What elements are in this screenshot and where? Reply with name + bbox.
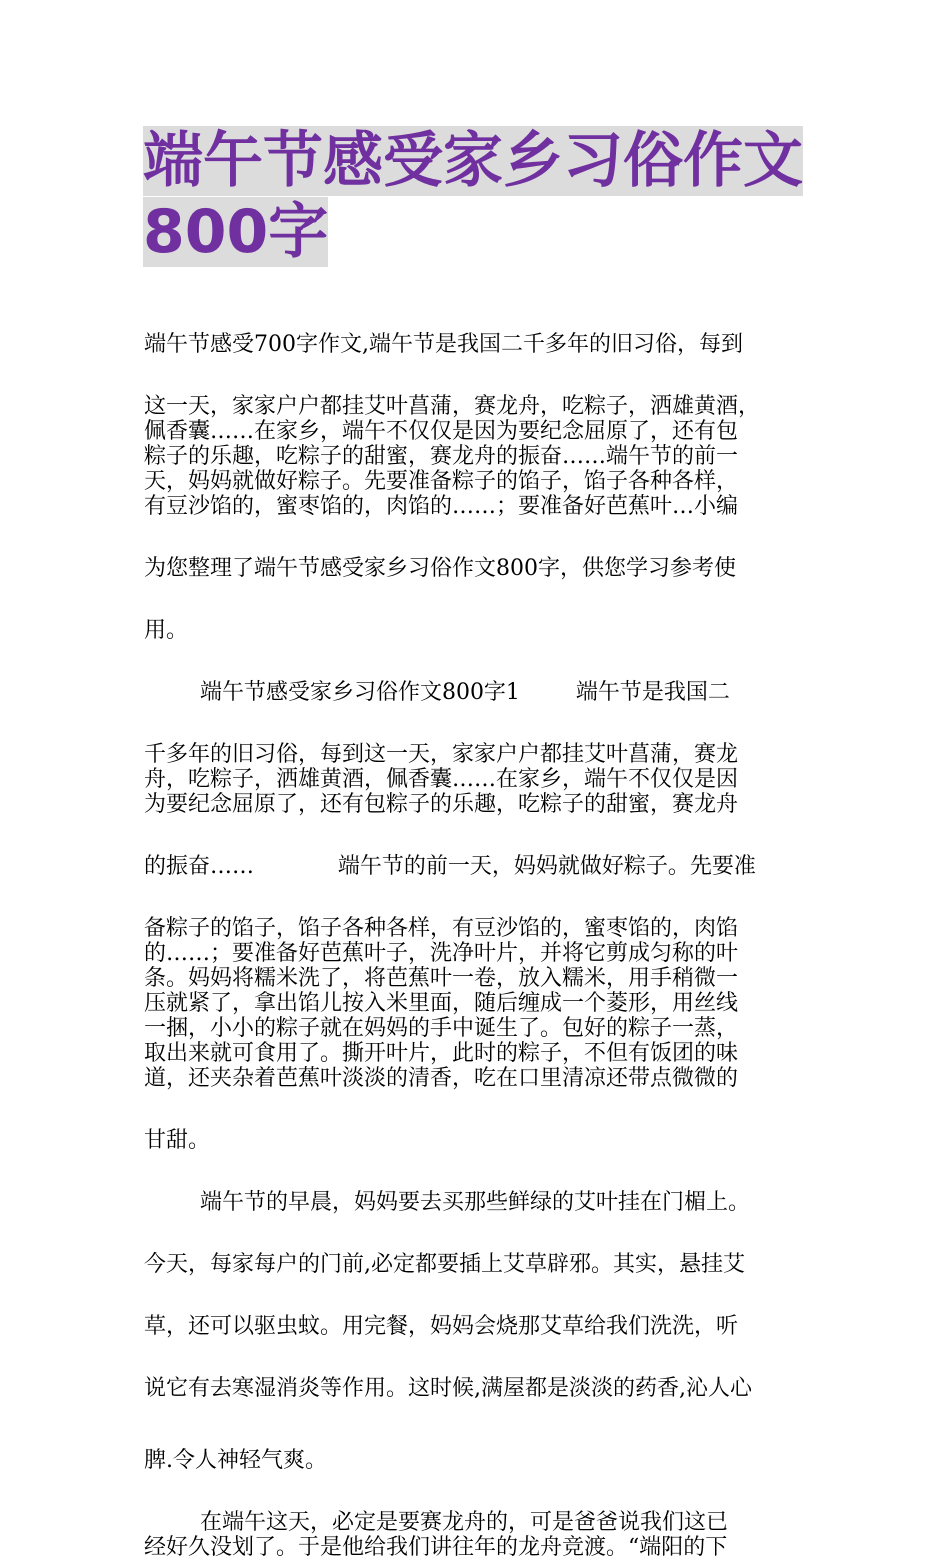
text-line: 压就紧了，拿出馅儿按入米里面，随后缠成一个菱形，用丝线 [144,991,739,1016]
text-line: 的……；要准备好芭蕉叶子，洗净叶片，并将它剪成匀称的叶 [144,941,739,966]
text-line: 一捆，小小的粽子就在妈妈的手中诞生了。包好的粽子一蒸， [144,1016,739,1041]
paragraph-dragon-boat [144,1510,810,1560]
paragraph-morning [144,1190,810,1473]
text-line: 佩香囊……在家乡，端午不仅仅是因为要纪念屈原了，还有包 [144,419,739,444]
text-line: 的振奋…… 端午节的前一天，妈妈就做好粽子。先要准 [144,854,756,879]
text-line: 条。妈妈将糯米洗了，将芭蕉叶一卷，放入糯米，用手稍微一 [144,966,739,991]
text-line: 取出来就可食用了。撕开叶片，此时的粽子，不但有饭团的味 [144,1041,739,1066]
text-line: 千多年的旧习俗，每到这一天，家家户户都挂艾叶菖蒲，赛龙 [144,742,739,767]
document-title-text: 端午节感受家乡习俗作文800字 [143,126,803,267]
document-body [144,332,810,1560]
text-line: 备粽子的馅子，馅子各种各样，有豆沙馅的，蜜枣馅的，肉馅 [144,916,739,941]
paragraph-essay-1 [144,680,810,1153]
text-line: 说它有去寒湿消炎等作用。这时候,满屋都是淡淡的药香,沁人心 [144,1376,752,1401]
paragraph-intro [144,332,810,643]
text-line: 端午节的早晨，妈妈要去买那些鲜绿的艾叶挂在门楣上。 [144,1190,750,1215]
text-line: 甘甜。 [144,1128,211,1153]
text-line: 有豆沙馅的，蜜枣馅的，肉馅的……；要准备好芭蕉叶…小编 [144,494,739,519]
text-line: 道，还夹杂着芭蕉叶淡淡的清香，吃在口里清凉还带点微微的 [144,1066,739,1091]
text-line: 脾.令人神轻气爽。 [144,1448,327,1473]
text-line: 在端午这天，必定是要赛龙舟的，可是爸爸说我们这已 [144,1510,728,1535]
text-line: 今天，每家每户的门前,必定都要插上艾草辟邪。其实，悬挂艾 [144,1252,745,1277]
text-line: 舟，吃粽子，洒雄黄酒，佩香囊……在家乡，端午不仅仅是因 [144,767,739,792]
text-line: 草，还可以驱虫蚊。用完餐，妈妈会烧那艾草给我们洗洗，听 [144,1314,739,1339]
text-line: 天，妈妈就做好粽子。先要准备粽子的馅子，馅子各种各样， [144,469,739,494]
text-line: 经好久没划了。于是他给我们讲往年的龙舟竞渡。“端阳的下 [144,1535,728,1560]
text-line: 端午节感受家乡习俗作文800字1 端午节是我国二 [144,680,730,705]
text-line: 用。 [144,618,189,643]
text-line: 为要纪念屈原了，还有包粽子的乐趣，吃粽子的甜蜜，赛龙舟 [144,792,739,817]
text-line: 为您整理了端午节感受家乡习俗作文800字，供您学习参考使 [144,556,736,581]
document-title [143,126,823,268]
text-line: 粽子的乐趣，吃粽子的甜蜜，赛龙舟的振奋……端午节的前一 [144,444,739,469]
text-line: 端午节感受700字作文,端午节是我国二千多年的旧习俗，每到 [144,332,743,357]
text-line: 这一天，家家户户都挂艾叶菖蒲，赛龙舟，吃粽子，洒雄黄酒， [144,394,761,419]
